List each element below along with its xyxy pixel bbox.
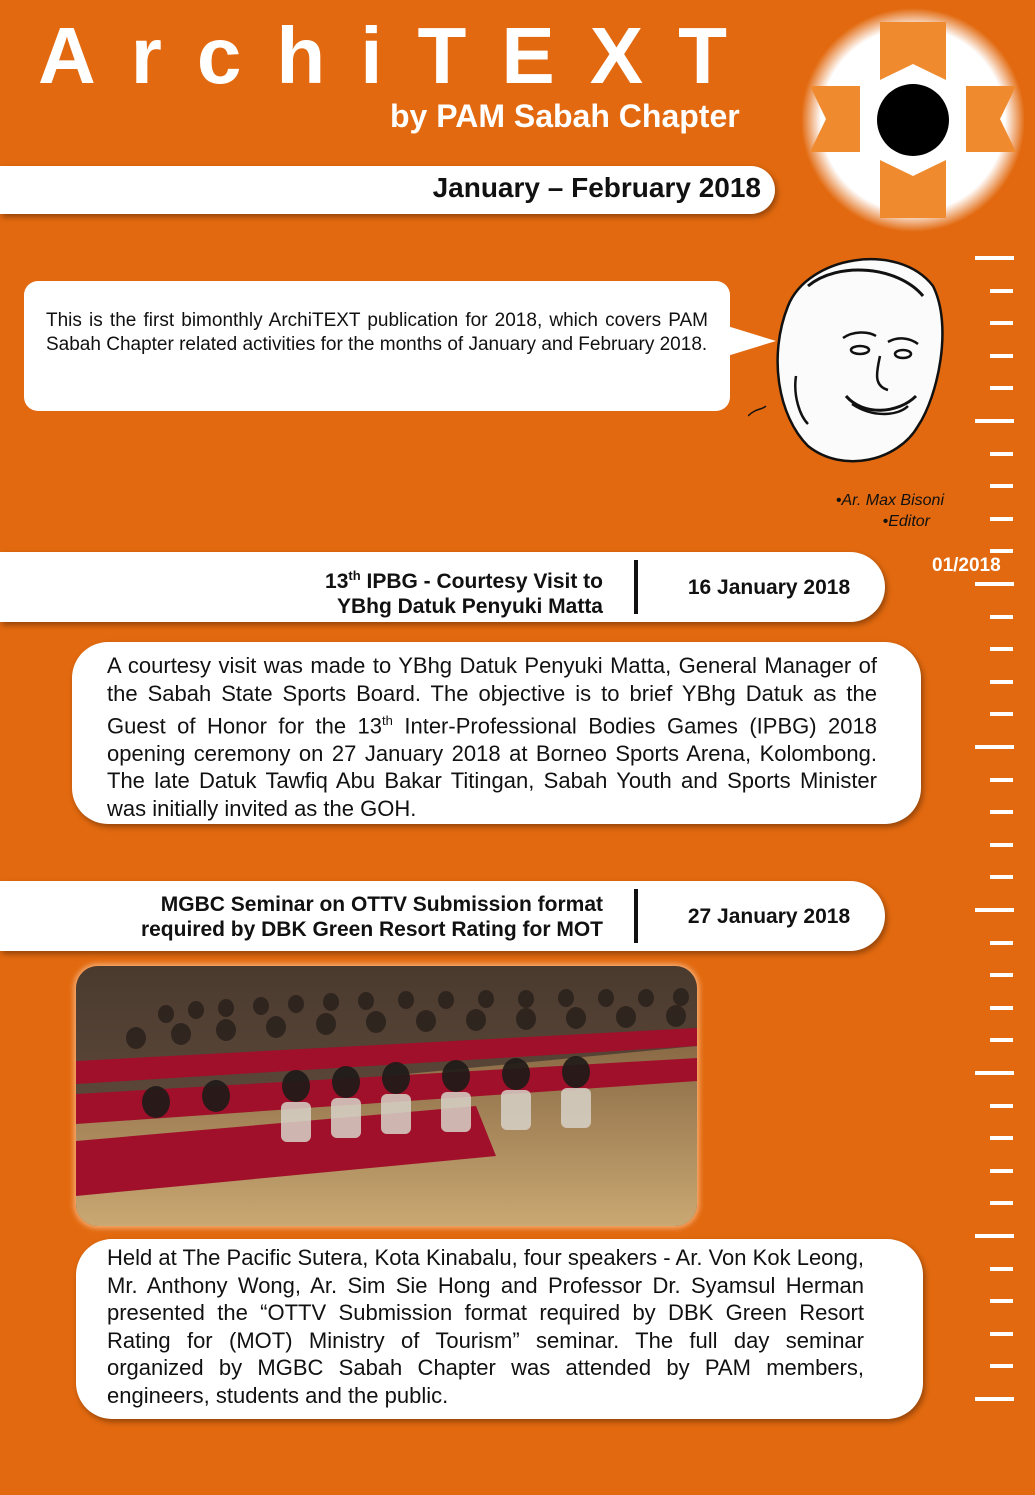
ruler-tick [990,1136,1013,1140]
date-range-label: January – February 2018 [432,172,761,203]
editor-name: •Ar. Max Bisoni [835,492,944,509]
ruler-tick [990,549,1013,553]
ruler-tick [990,1169,1013,1173]
publication-subtitle: by PAM Sabah Chapter [390,98,740,134]
ruler-tick [990,1267,1013,1271]
ruler-tick [975,908,1014,912]
ruler-tick [975,1071,1014,1075]
section-body-mgbc [76,1239,923,1419]
intro-speech-bubble [24,281,730,411]
section-title-ipbg: 13th IPBG - Courtesy Visit to YBhg Datuk Penyuki Matta [325,568,603,618]
ruler-tick [990,517,1013,521]
section-date-mgbc: 27 January 2018 [687,905,851,928]
date-range-banner [0,166,775,214]
ruler-tick [990,941,1013,945]
ruler-tick [990,843,1013,847]
ruler-tick [990,1332,1013,1336]
editor-portrait [748,246,948,474]
ruler-tick [990,680,1013,684]
logo-center-dot [877,84,949,156]
intro-text: This is the first bimonthly ArchiTEXT publication for 2018, which covers PAM Sabah Chapter related activities for the months of January and February 2018. [46,310,708,355]
section-body-ipbg [72,642,921,824]
section-header-mgbc [0,881,885,951]
ruler-tick [990,778,1013,782]
ruler-tick [975,1397,1014,1401]
ruler-tick [975,256,1014,260]
section-header-ipbg [0,552,885,622]
seminar-photo [76,966,697,1226]
ruler-tick [990,354,1013,358]
section-title-mgbc: MGBC Seminar on OTTV Submission format required by DBK Green Resort Rating for MOT [140,893,603,941]
ruler-tick [990,452,1013,456]
ruler-tick [975,1234,1014,1238]
editor-role: •Editor [882,513,930,530]
ruler-tick [975,419,1014,423]
ruler-tick [990,1364,1013,1368]
ruler-tick [990,289,1013,293]
ruler-tick [990,1201,1013,1205]
ruler-tick [975,582,1014,586]
pam-logo [802,0,1024,232]
ruler-tick [990,386,1013,390]
section-date-ipbg: 16 January 2018 [687,576,851,599]
ruler-tick [990,1006,1013,1010]
ruler-tick [990,647,1013,651]
ruler-tick [990,1104,1013,1108]
ruler-tick [975,745,1014,749]
ruler-tick [990,1038,1013,1042]
ruler-tick [990,973,1013,977]
seminar-photo-illustration [76,966,697,1226]
section-body-text-mgbc: Held at The Pacific Sutera, Kota Kinabalu, four speakers - Ar. Von Kok Leong, Mr. Anthony Wong, Ar. Sim Sie Hong and Professor Dr. Syamsul Herman presented the “OTTV Submission format required by DBK Green Resort Rating for (MOT) Ministry of Tourism” seminar. The full day seminar organized by MGBC Sabah Chapter was attended by PAM members, engineers, students and the public. [107,1245,864,1408]
issue-number: 01/2018 [932,555,1001,576]
ruler-tick [990,1299,1013,1303]
ruler-tick [990,484,1013,488]
ruler-tick [990,712,1013,716]
ruler-tick [990,615,1013,619]
publication-title: ArchiTEXT [38,11,762,100]
ruler-tick [990,875,1013,879]
ruler-tick [990,321,1013,325]
ruler-tick [990,810,1013,814]
section-body-text-ipbg: A courtesy visit was made to YBhg Datuk Penyuki Matta, General Manager of the Sabah State Sports Board. The objective is to brief YBhg Datuk as the Guest of Honor for the 13th Inter-Professional Bodies Games (IPBG) 2018 opening ceremony on 27 January 2018 at Borneo Sports Arena, Kolombong. The late Datuk Tawfiq Abu Bakar Titingan, Sabah Youth and Sports Minister was initially invited as the GOH. [107,653,877,821]
